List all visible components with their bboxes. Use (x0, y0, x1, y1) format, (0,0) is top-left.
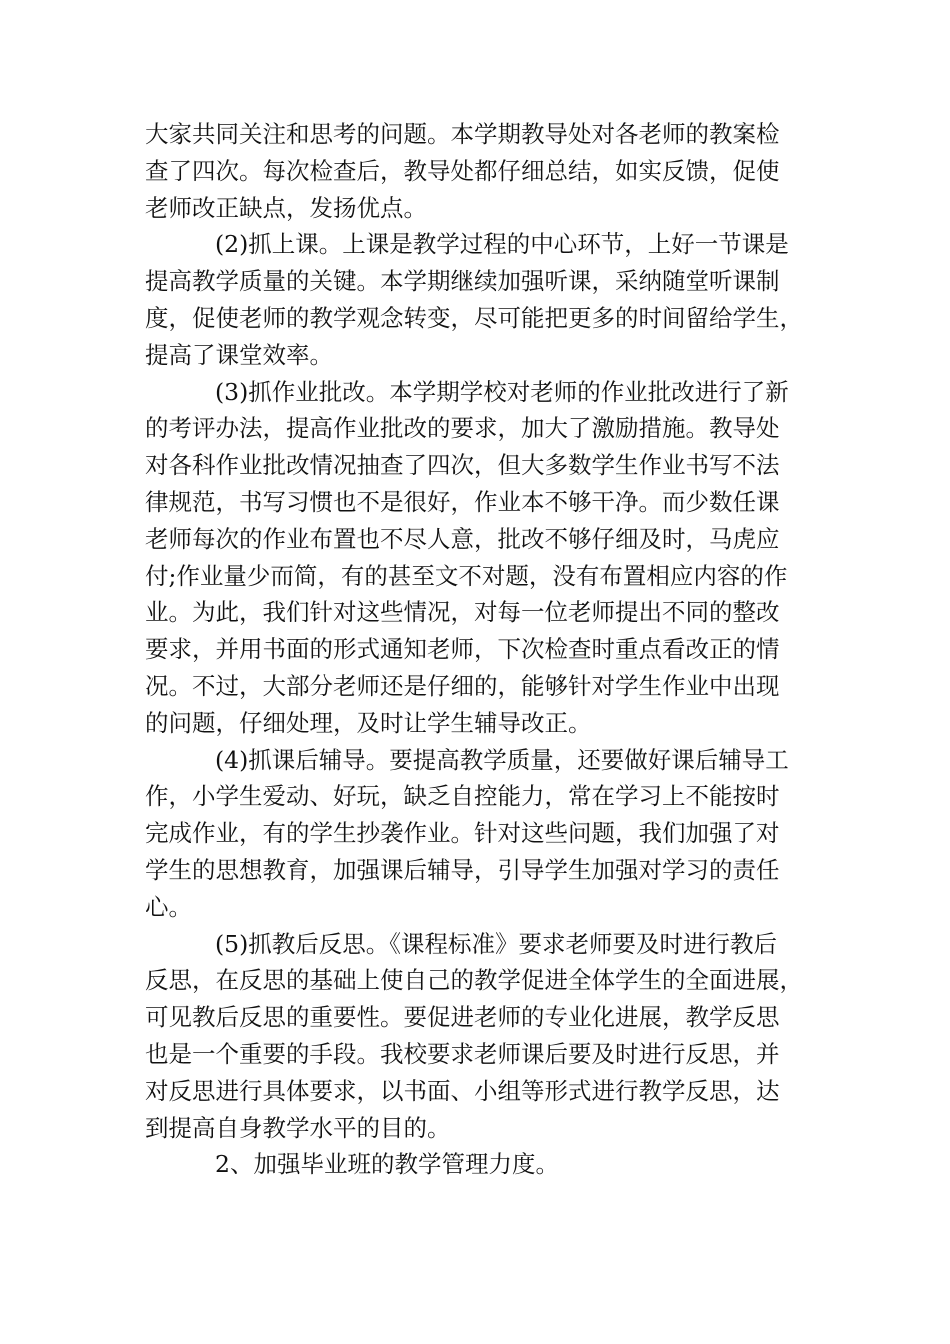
text-line: 大家共同关注和思考的问题。本学期教导处对各老师的教案检 (145, 120, 780, 148)
text-line: 要求，并用书面的形式通知老师，下次检查时重点看改正的情 (145, 635, 780, 664)
text-line: 对各科作业批改情况抽查了四次，但大多数学生作业书写不法 (145, 451, 780, 480)
text-line: 也是一个重要的手段。我校要求老师课后要及时进行反思，并 (145, 1039, 780, 1068)
text-line: 作，小学生爱动、好玩，缺乏自控能力，常在学习上不能按时 (145, 782, 780, 811)
section-heading-line: 2、加强毕业班的教学管理力度。 (215, 1150, 559, 1179)
text-line: 律规范，书写习惯也不是很好，作业本不够干净。而少数任课 (145, 487, 780, 516)
text-line: 提高教学质量的关键。本学期继续加强听课，采纳随堂听课制 (145, 267, 780, 296)
text-line: 查了四次。每次检查后，教导处都仔细总结，如实反馈，促使 (145, 156, 780, 185)
text-line: 学生的思想教育，加强课后辅导，引导学生加强对学习的责任 (145, 855, 780, 884)
text-line: 业。为此，我们针对这些情况，对每一位老师提出不同的整改 (145, 598, 780, 627)
paragraph-start-line: (5)抓教后反思。《课程标准》要求老师要及时进行教后 (215, 929, 778, 958)
text-line: 付;作业量少而简，有的甚至文不对题，没有布置相应内容的作 (145, 561, 788, 590)
text-line: 况。不过，大部分老师还是仔细的，能够针对学生作业中出现 (145, 671, 780, 700)
text-line: 到提高自身教学水平的目的。 (145, 1113, 451, 1142)
text-line: 度，促使老师的教学观念转变，尽可能把更多的时间留给学生， (145, 303, 803, 332)
text-line: 的考评办法，提高作业批改的要求，加大了激励措施。教导处 (145, 414, 780, 443)
text-line: 提高了课堂效率。 (145, 340, 333, 369)
text-line: 对反思进行具体要求，以书面、小组等形式进行教学反思，达 (145, 1076, 780, 1105)
text-line: 的问题，仔细处理，及时让学生辅导改正。 (145, 708, 592, 737)
text-line: 可见教后反思的重要性。要促进老师的专业化进展，教学反思 (145, 1003, 780, 1032)
body-text (145, 116, 805, 1183)
text-line: 老师改正缺点，发扬优点。 (145, 193, 427, 222)
paragraph-start-line: (3)抓作业批改。本学期学校对老师的作业批改进行了新 (215, 377, 789, 406)
text-line: 完成作业，有的学生抄袭作业。针对这些问题，我们加强了对 (145, 819, 780, 848)
paragraph-start-line: (4)抓课后辅导。要提高教学质量，还要做好课后辅导工 (215, 745, 789, 774)
text-line: 反思，在反思的基础上使自己的教学促进全体学生的全面进展， (145, 966, 803, 995)
paragraph-start-line: (2)抓上课。上课是教学过程的中心环节，上好一节课是 (215, 230, 789, 259)
text-line: 心。 (145, 892, 192, 921)
text-line: 老师每次的作业布置也不尽人意，批改不够仔细及时，马虎应 (145, 524, 780, 553)
